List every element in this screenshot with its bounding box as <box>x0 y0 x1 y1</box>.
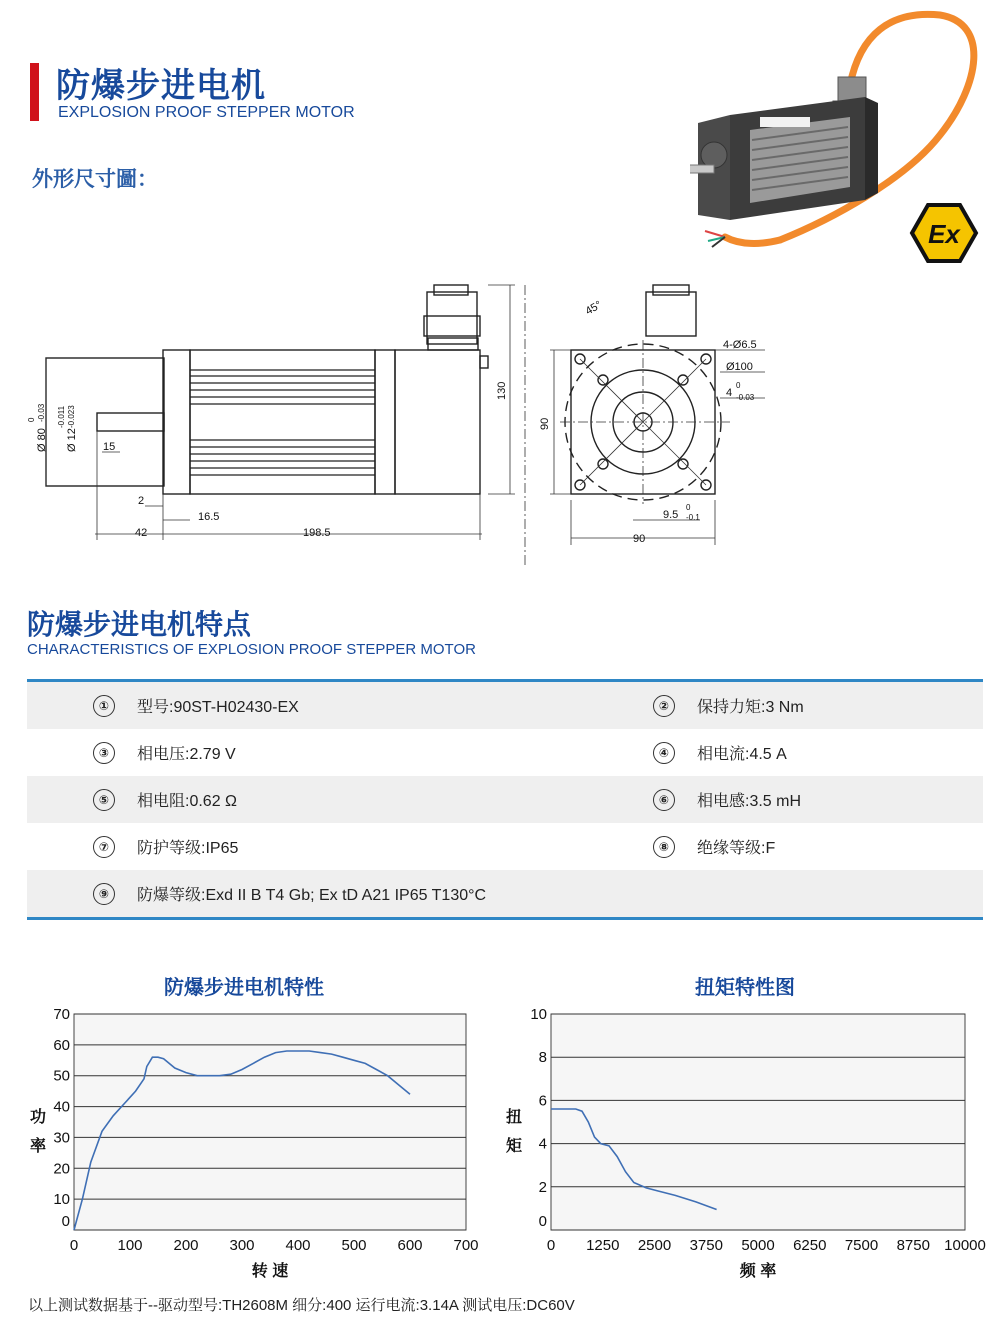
x-tick-label: 1250 <box>586 1237 620 1254</box>
spec-text: 防护等级:IP65 <box>137 840 239 857</box>
x-tick-label: 200 <box>173 1237 199 1254</box>
page-subtitle: EXPLOSION PROOF STEPPER MOTOR <box>58 104 355 121</box>
dim-90-height: 90 <box>539 417 551 430</box>
chart-title: 防爆步进电机特性 <box>164 977 324 999</box>
spec-item <box>93 729 236 776</box>
spec-row <box>27 823 983 870</box>
dim-d100: Ø100 <box>726 361 753 373</box>
x-tick-label: 6250 <box>793 1237 827 1254</box>
dim-9-5: 9.5 <box>663 509 679 521</box>
y-tick-label: 8 <box>538 1049 547 1067</box>
outline-drawing <box>20 280 800 570</box>
spec-row <box>27 682 983 729</box>
dim-15: 15 <box>103 441 116 453</box>
x-axis-label: 转 速 <box>251 1263 289 1280</box>
y-tick-label: 0 <box>538 1213 547 1230</box>
y-tick-label: 30 <box>53 1129 70 1147</box>
dim-d12-tol-up: -0.011 <box>57 405 66 428</box>
spec-number: ⑨ <box>93 883 115 905</box>
y-tick-label: 0 <box>61 1213 70 1230</box>
spec-row <box>27 776 983 823</box>
spec-text: 相电感:3.5 mH <box>697 793 802 810</box>
x-tick-label: 400 <box>285 1237 311 1254</box>
plot-area <box>551 1014 965 1230</box>
spec-text: 相电阻:0.62 Ω <box>137 793 237 810</box>
spec-number: ⑧ <box>653 836 675 858</box>
ex-logo: Ex <box>928 219 960 249</box>
y-axis-label: 扭矩 <box>505 1109 523 1155</box>
motor-product-image <box>690 5 990 275</box>
dim-9-5-tol-up: 0 <box>686 503 691 512</box>
x-tick-label: 700 <box>453 1237 479 1254</box>
dim-d80-tol-up: 0 <box>27 417 36 422</box>
y-tick-label: 6 <box>538 1092 547 1110</box>
x-tick-label: 0 <box>546 1237 556 1254</box>
chart-title: 扭矩特性图 <box>695 977 795 999</box>
spec-item <box>93 682 299 729</box>
spec-row <box>27 870 983 917</box>
spec-table <box>27 679 983 920</box>
x-tick-label: 8750 <box>896 1237 930 1254</box>
x-tick-label: 300 <box>229 1237 255 1254</box>
features-subtitle: CHARACTERISTICS OF EXPLOSION PROOF STEPPER MOTOR <box>27 641 476 658</box>
x-tick-label: 7500 <box>844 1237 879 1254</box>
outline-heading: 外形尺寸圖： <box>32 168 158 191</box>
x-tick-label: 3750 <box>689 1237 723 1254</box>
page-title: 防爆步进电机 <box>56 67 266 105</box>
dim-d80: Ø 80 <box>36 428 48 452</box>
y-tick-label: 50 <box>53 1067 70 1085</box>
dim-198-5: 198.5 <box>303 527 331 539</box>
dim-90-width: 90 <box>633 533 646 545</box>
dim-9-5-tol-low: -0.1 <box>686 513 700 522</box>
spec-text: 保持力矩:3 Nm <box>697 699 804 716</box>
spec-number: ③ <box>93 742 115 764</box>
power-chart <box>20 968 490 1288</box>
title-accent-bar <box>30 63 39 121</box>
y-tick-label: 2 <box>538 1178 547 1196</box>
y-tick-label: 4 <box>538 1135 547 1153</box>
x-axis-label: 频 率 <box>739 1263 777 1280</box>
y-tick-label: 10 <box>53 1191 70 1209</box>
spec-number: ⑥ <box>653 789 675 811</box>
spec-item <box>93 823 238 870</box>
y-tick-label: 70 <box>53 1006 70 1023</box>
dim-4-tol-low: -0.03 <box>736 393 755 402</box>
spec-number: ② <box>653 695 675 717</box>
spec-item <box>93 776 237 823</box>
dim-d80-tol-low: -0.03 <box>37 403 46 422</box>
dim-d12: Ø 12 <box>66 428 78 452</box>
spec-item <box>653 776 801 823</box>
features-title: 防爆步进电机特点 <box>27 609 252 640</box>
x-tick-label: 10000 <box>944 1237 986 1254</box>
spec-text: 相电流:4.5 A <box>697 746 787 763</box>
spec-text: 型号:90ST-H02430-EX <box>137 699 299 716</box>
spec-item <box>653 682 804 729</box>
y-tick-label: 20 <box>53 1160 70 1178</box>
dim-4: 4 <box>726 387 733 399</box>
dim-d12-tol-low: -0.023 <box>67 405 76 428</box>
dim-holes: 4-Ø6.5 <box>723 339 757 351</box>
spec-item <box>653 729 787 776</box>
y-tick-label: 10 <box>530 1006 547 1023</box>
spec-text: 绝缘等级:F <box>697 840 776 857</box>
dim-2: 2 <box>138 495 145 507</box>
y-axis-label: 功率 <box>29 1109 47 1155</box>
y-tick-label: 60 <box>53 1036 70 1054</box>
spec-text: 相电压:2.79 V <box>137 746 236 763</box>
dim-42: 42 <box>135 527 148 539</box>
spec-number: ⑤ <box>93 789 115 811</box>
plot-area <box>74 1014 466 1230</box>
spec-row <box>27 729 983 776</box>
x-tick-label: 600 <box>397 1237 423 1254</box>
spec-number: ① <box>93 695 115 717</box>
torque-chart <box>500 968 990 1288</box>
spec-item <box>93 870 486 917</box>
y-tick-label: 40 <box>53 1098 70 1116</box>
x-tick-label: 5000 <box>741 1237 775 1254</box>
x-tick-label: 2500 <box>637 1237 672 1254</box>
spec-number: ⑦ <box>93 836 115 858</box>
test-conditions-note: 以上测试数据基于--驱动型号:TH2608M 细分:400 运行电流:3.14A 测试电压:DC60V <box>28 1297 575 1314</box>
spec-number: ④ <box>653 742 675 764</box>
x-tick-label: 100 <box>117 1237 143 1254</box>
x-tick-label: 500 <box>341 1237 367 1254</box>
dim-4-tol-up: 0 <box>736 381 741 390</box>
dim-130: 130 <box>496 381 508 400</box>
dim-45deg: 45° <box>583 298 604 318</box>
x-tick-label: 0 <box>69 1237 79 1254</box>
spec-text: 防爆等级:Exd II B T4 Gb; Ex tD A21 IP65 T130°C <box>137 887 487 904</box>
dim-16-5: 16.5 <box>198 511 220 523</box>
spec-item <box>653 823 775 870</box>
